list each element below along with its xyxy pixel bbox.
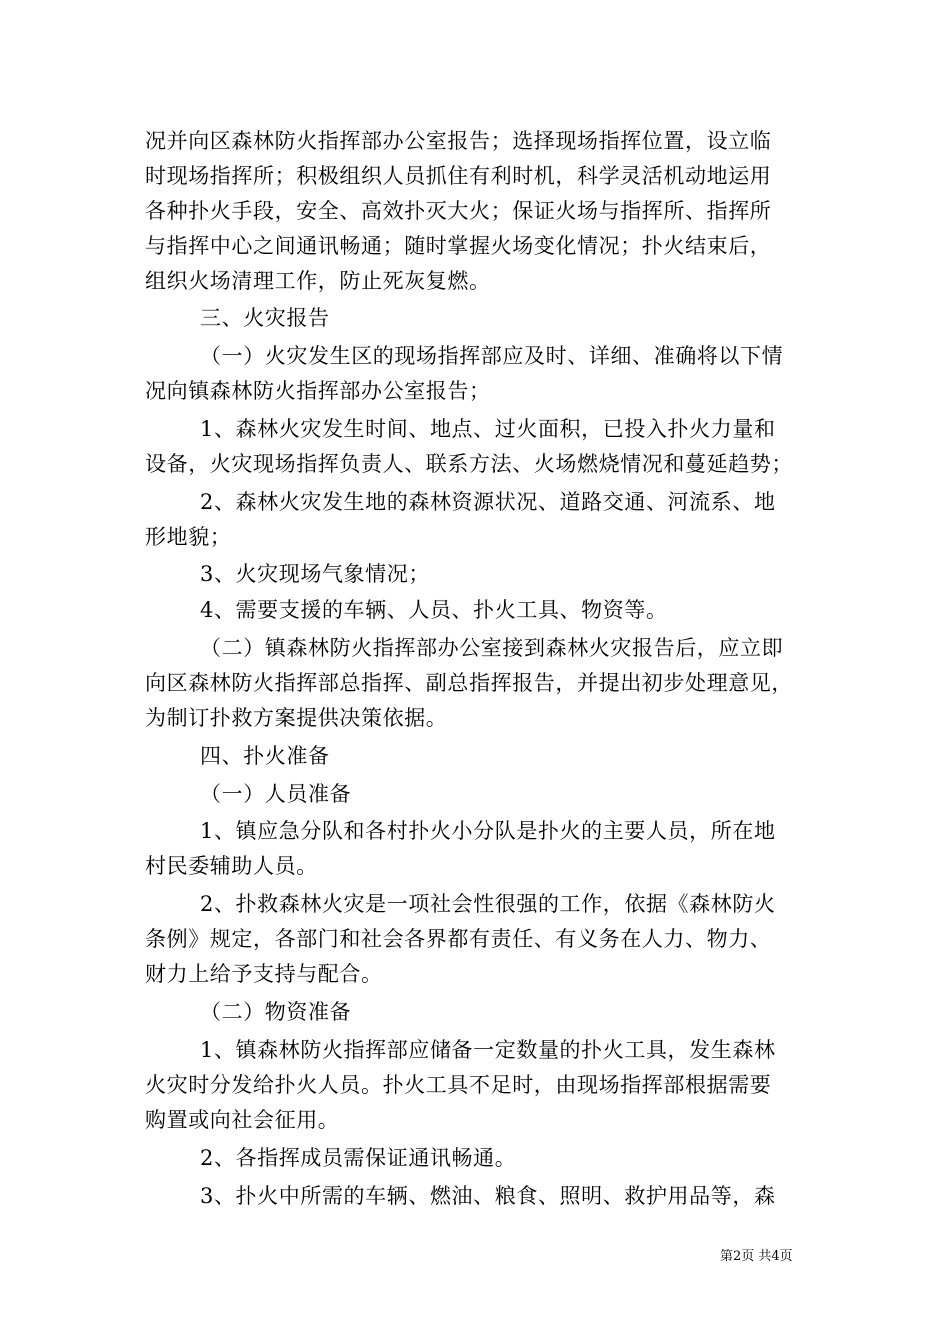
- text-line: 2、各指挥成员需保证通讯畅通。: [200, 1146, 517, 1170]
- page-number: 第2页 共4页: [720, 1249, 793, 1264]
- text-line: 火灾时分发给扑火人员。扑火工具不足时，由现场指挥部根据需要: [145, 1073, 772, 1097]
- text-line: 形地貌；: [145, 525, 232, 549]
- text-line: 2、森林火灾发生地的森林资源状况、道路交通、河流系、地: [200, 490, 776, 514]
- section-heading: 三、火灾报告: [200, 306, 330, 330]
- text-line: 与指挥中心之间通讯畅通；随时掌握火场变化情况；扑火结束后，: [145, 234, 772, 258]
- text-line: 组织火场清理工作，防止死灰复燃。: [145, 269, 491, 293]
- text-line: 购置或向社会征用。: [145, 1108, 340, 1132]
- text-line: 财力上给予支持与配合。: [145, 962, 383, 986]
- text-line: 2、扑救森林火灾是一项社会性很强的工作，依据《森林防火: [200, 892, 776, 916]
- text-line: 条例》规定，各部门和社会各界都有责任、有义务在人力、物力、: [145, 927, 772, 951]
- subsection-heading: （一）人员准备: [200, 782, 352, 806]
- text-line: 村民委辅助人员。: [145, 854, 318, 878]
- text-line: （一）火灾发生区的现场指挥部应及时、详细、准确将以下情: [200, 344, 784, 368]
- text-line: 为制订扑救方案提供决策依据。: [145, 706, 448, 730]
- text-line: （二）镇森林防火指挥部办公室接到森林火灾报告后，应立即: [200, 636, 784, 660]
- text-line: 各种扑火手段，安全、高效扑灭大火；保证火场与指挥所、指挥所: [145, 199, 772, 223]
- text-line: 时现场指挥所；积极组织人员抓住有利时机，科学灵活机动地运用: [145, 164, 772, 188]
- text-line: 3、扑火中所需的车辆、燃油、粮食、照明、救护用品等，森: [200, 1184, 776, 1208]
- section-heading: 四、扑火准备: [200, 744, 330, 768]
- text-line: 设备，火灾现场指挥负责人、联系方法、火场燃烧情况和蔓延趋势；: [145, 452, 793, 476]
- subsection-heading: （二）物资准备: [200, 1000, 352, 1024]
- text-line: 向区森林防火指挥部总指挥、副总指挥报告，并提出初步处理意见，: [145, 671, 793, 695]
- text-line: 1、森林火灾发生时间、地点、过火面积，已投入扑火力量和: [200, 417, 776, 441]
- text-line: 4、需要支援的车辆、人员、扑火工具、物资等。: [200, 598, 668, 622]
- text-line: 1、镇应急分队和各村扑火小分队是扑火的主要人员，所在地: [200, 819, 776, 843]
- text-line: 1、镇森林防火指挥部应储备一定数量的扑火工具，发生森林: [200, 1038, 776, 1062]
- text-line: 况并向区森林防火指挥部办公室报告；选择现场指挥位置，设立临: [145, 129, 772, 153]
- text-line: 况向镇森林防火指挥部办公室报告；: [145, 379, 491, 403]
- text-line: 3、火灾现场气象情况；: [200, 562, 430, 586]
